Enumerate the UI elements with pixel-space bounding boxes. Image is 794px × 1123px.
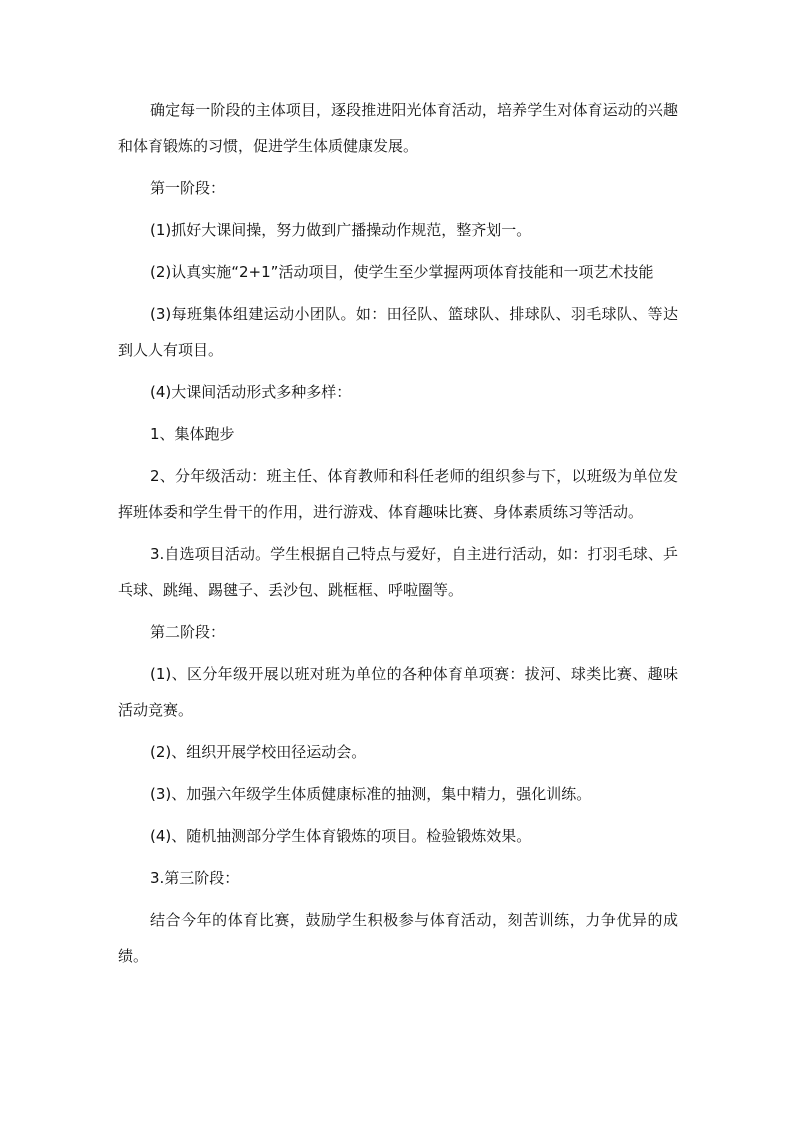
section-heading: 第一阶段： [150,179,226,197]
paragraph: (1)抓好大课间操，努力做到广播操动作规范，整齐划一。 [150,221,532,239]
list-item: 1、集体跑步 [150,425,235,443]
section-heading: 第二阶段： [150,623,226,641]
list-item: 3.自选项目活动。学生根据自己特点与爱好，自主进行活动，如：打羽毛球、乒乓球、跳绳、踢毽子、丢沙包、跳框框、呼啦圈等。 [118,545,678,599]
paragraph: (3)每班集体组建运动小团队。如：田径队、篮球队、排球队、羽毛球队、等达到人人有项目。 [118,305,678,359]
paragraph: (4)、随机抽测部分学生体育锻炼的项目。检验锻炼效果。 [150,827,532,845]
paragraph: (2)认真实施“2+1”活动项目，使学生至少掌握两项体育技能和一项艺术技能 [150,263,654,281]
paragraph: (4)大课间活动形式多种多样： [150,383,352,401]
section-heading: 3.第三阶段： [150,869,240,887]
paragraph: (3)、加强六年级学生体质健康标准的抽测，集中精力，强化训练。 [150,785,592,803]
paragraph: (2)、组织开展学校田径运动会。 [150,743,367,761]
paragraph: (1)、区分年级开展以班对班为单位的各种体育单项赛：拔河、球类比赛、趣味活动竞赛。 [118,665,678,719]
paragraph: 确定每一阶段的主体项目，逐段推进阳光体育活动，培养学生对体育运动的兴趣和体育锻炼的习惯，促进学生体质健康发展。 [118,101,678,155]
document-body [118,92,678,980]
list-item: 2、分年级活动：班主任、体育教师和科任老师的组织参与下，以班级为单位发挥班体委和学生骨干的作用，进行游戏、体育趣味比赛、身体素质练习等活动。 [118,467,678,521]
paragraph: 结合今年的体育比赛，鼓励学生积极参与体育活动，刻苦训练，力争优异的成绩。 [118,911,678,965]
